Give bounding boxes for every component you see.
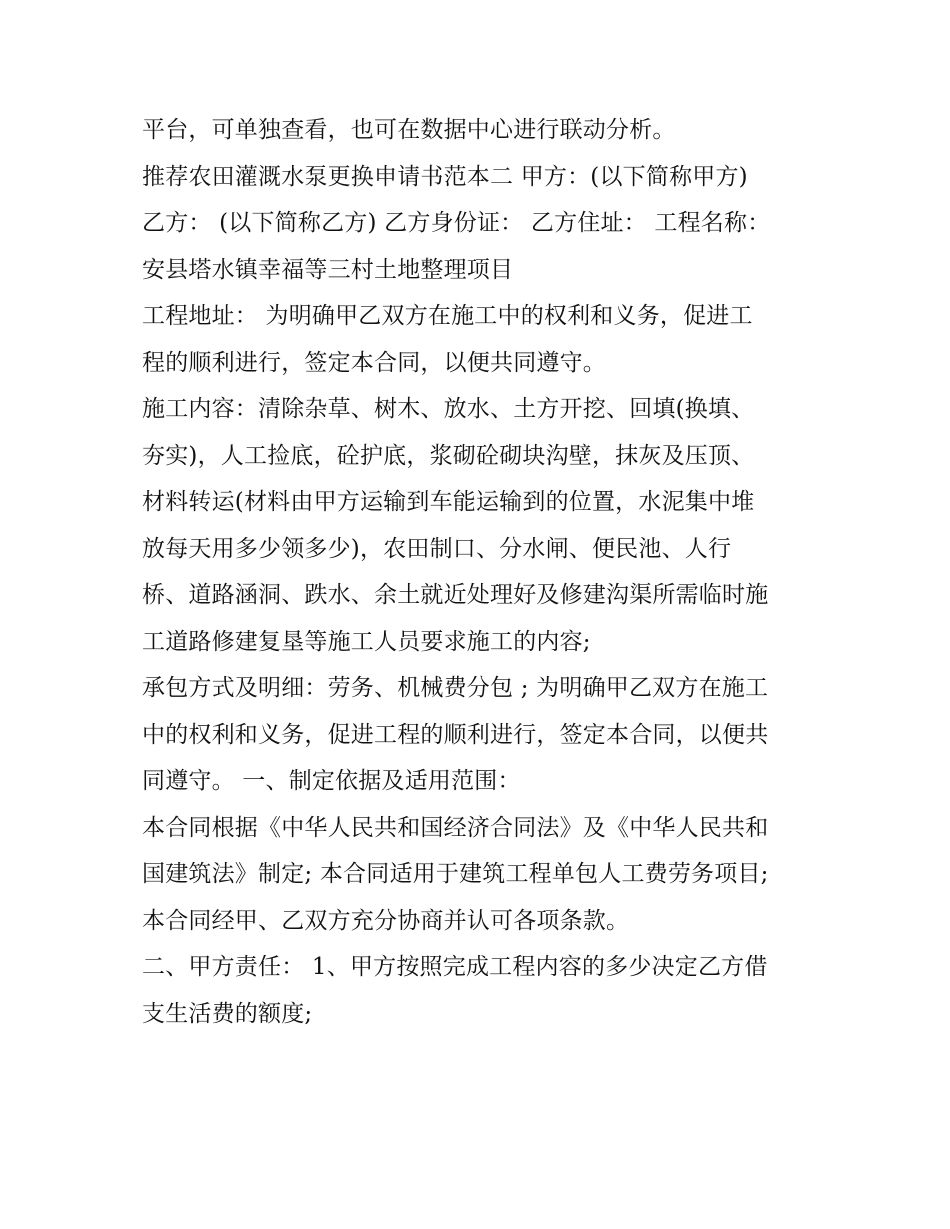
document-body [142,107,822,1037]
text-line: 施工内容：清除杂草、树木、放水、土方开挖、回填(换填、 [142,396,755,422]
text-line: 平台，可单独查看，也可在数据中心进行联动分析。 [142,117,676,143]
text-line: 支生活费的额度; [142,1000,313,1027]
text-line: 放每天用多少领多少)，农田制口、分水闸、便民池、人行 [142,535,732,562]
text-line: 同遵守。 一、制定依据及适用范围： [142,768,521,794]
text-line: 本合同经甲、乙双方充分协商并认可各项条款。 [142,907,630,934]
text-line: 推荐农田灌溉水泵更换申请书范本二 甲方：(以下简称甲方) [142,163,748,190]
text-line: 安县塔水镇幸福等三村土地整理项目 [142,256,514,283]
text-line: 国建筑法》制定; 本合同适用于建筑工程单包人工费劳务项目; [142,861,769,887]
text-line: 工程地址： 为明确甲乙双方在施工中的权利和义务，促进工 [142,303,753,329]
text-line: 承包方式及明细：劳务、机械费分包 ; 为明确甲乙双方在施工 [142,675,769,701]
text-line: 夯实)，人工捡底，砼护底，浆砌砼砌块沟壁，抹灰及压顶、 [142,442,755,469]
text-line: 本合同根据《中华人民共和国经济合同法》及《中华人民共和 [142,814,769,841]
text-line: 桥、道路涵洞、跌水、余土就近处理好及修建沟渠所需临时施 [142,582,769,608]
text-line: 工道路修建复垦等施工人员要求施工的内容; [142,628,591,655]
text-line: 乙方： (以下简称乙方) 乙方身份证： 乙方住址： 工程名称： [142,210,771,236]
text-line: 程的顺利进行，签定本合同，以便共同遵守。 [142,349,606,376]
text-line: 材料转运(材料由甲方运输到车能运输到的位置，水泥集中堆 [142,489,755,515]
text-line: 二、甲方责任： 1、甲方按照完成工程内容的多少决定乙方借 [142,954,768,980]
text-line: 中的权利和义务，促进工程的顺利进行，签定本合同，以便共 [142,721,769,748]
